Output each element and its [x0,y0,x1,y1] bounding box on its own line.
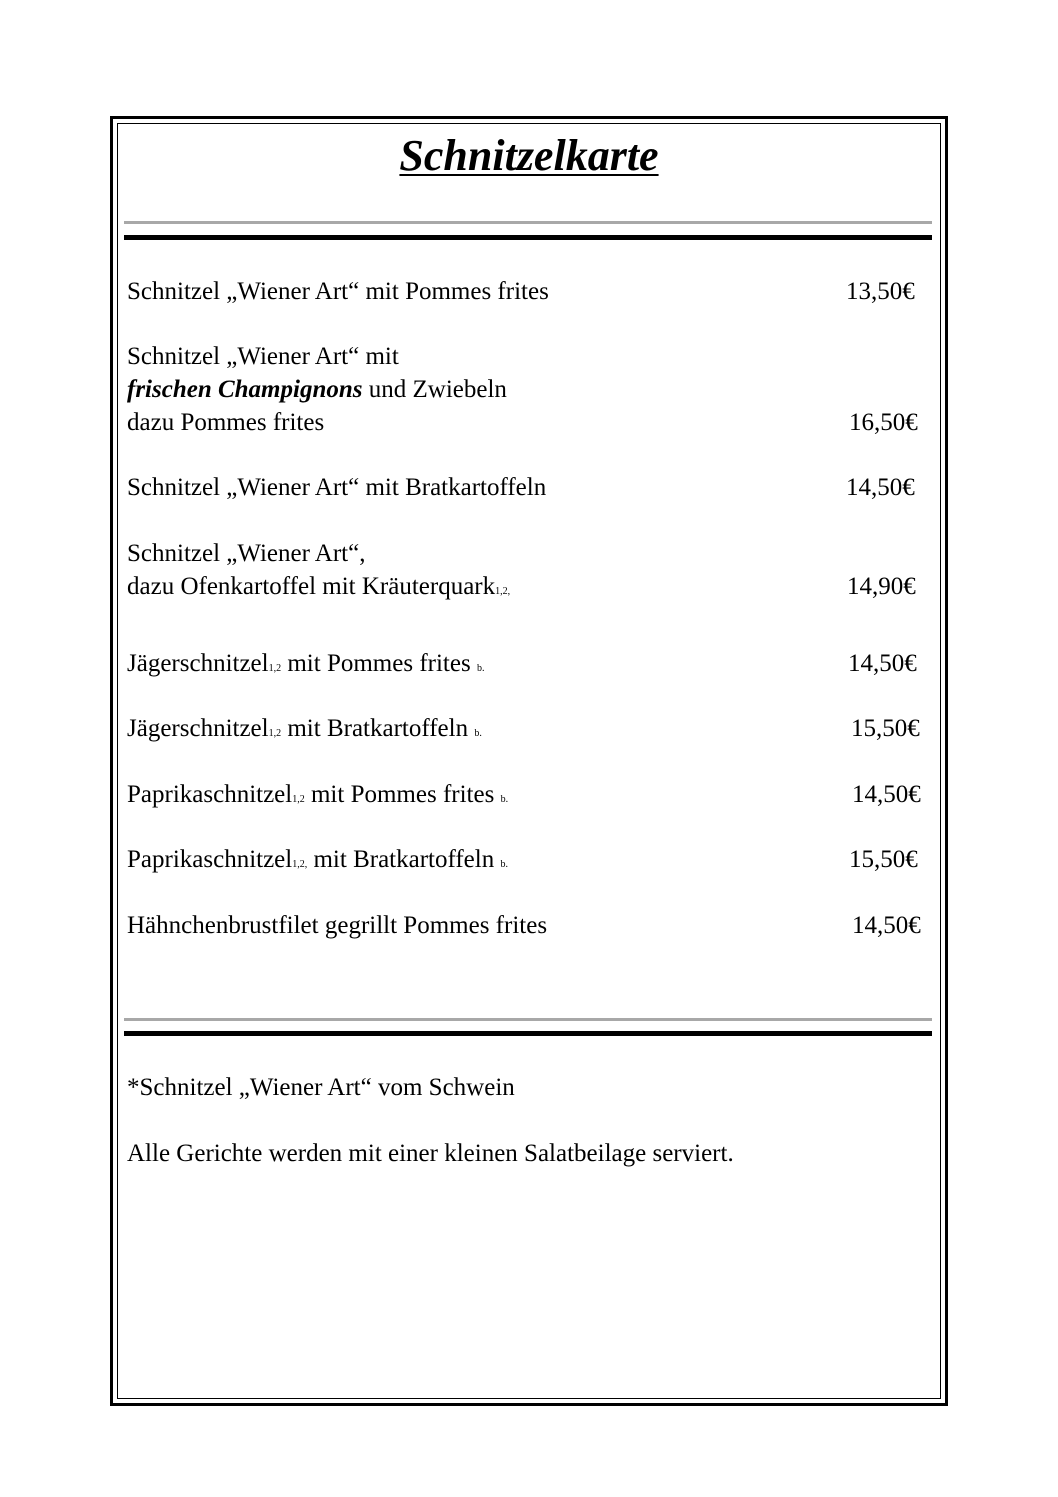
menu-item-9-price: 14,50€ [852,912,921,939]
divider-gray-bottom [124,1018,932,1021]
footnote-salad: Alle Gerichte werden mit einer kleinen Salatbeilage serviert. [127,1140,734,1167]
menu-item-4-line-2 [127,570,510,608]
menu-item-4-allergens: 1,2, [495,586,511,597]
menu-item-6-price: 15,50€ [851,715,920,742]
menu-item-2-line-1: Schnitzel „Wiener Art“ mit [127,343,399,370]
menu-item-4-price: 14,90€ [847,573,916,600]
menu-item-7-name: Paprikaschnitzel [127,781,293,808]
menu-item-3: Schnitzel „Wiener Art“ mit Bratkartoffeln [127,474,547,501]
menu-item-8-name: Paprikaschnitzel [127,846,293,873]
menu-item-6-name: Jägerschnitzel [127,715,269,742]
menu-item-5 [127,647,484,685]
divider-black-bottom [124,1031,932,1036]
menu-item-5-rest: mit Pommes frites [281,650,477,677]
menu-item-8-allergens: 1,2, [292,859,308,870]
menu-item-7-rest: mit Pommes frites [304,781,501,808]
menu-item-2-highlight: frischen Champignons [127,376,363,403]
menu-item-8-rest: mit Bratkartoffeln [307,846,501,873]
menu-item-3-price: 14,50€ [846,474,915,501]
menu-item-8-price: 15,50€ [849,846,918,873]
menu-item-9: Hähnchenbrustfilet gegrillt Pommes frites [127,912,548,939]
menu-item-2-price: 16,50€ [849,409,918,436]
menu-item-6-allergens: 1,2 [268,728,282,739]
menu-item-6-rest: mit Bratkartoffeln [281,715,475,742]
menu-item-6-note: b. [474,728,482,739]
menu-item-2-line-2-rest: und Zwiebeln [362,376,507,403]
menu-item-7 [127,778,508,816]
menu-item-7-price: 14,50€ [852,781,921,808]
divider-black-top [124,235,932,240]
menu-item-4-line-1: Schnitzel „Wiener Art“, [127,540,366,567]
menu-item-5-price: 14,50€ [848,650,917,677]
menu-item-1-price: 13,50€ [846,278,915,305]
menu-item-5-note: b. [476,663,485,674]
menu-item-5-name: Jägerschnitzel [127,650,269,677]
menu-item-7-note: b. [500,794,509,805]
menu-item-5-allergens: 1,2 [268,663,282,674]
footnote-pork: *Schnitzel „Wiener Art“ vom Schwein [127,1074,515,1101]
menu-title: Schnitzelkarte [399,131,659,180]
menu-frame-inner [117,123,941,1399]
menu-item-2-line-3: dazu Pommes frites [127,409,325,436]
menu-item-8 [127,843,508,881]
menu-item-8-note: b. [500,859,508,870]
menu-item-1: Schnitzel „Wiener Art“ mit Pommes frites [127,278,549,305]
divider-gray-top [124,221,932,224]
menu-item-7-allergens: 1,2 [292,794,305,805]
menu-item-2-line-2 [127,373,507,406]
menu-item-6 [127,712,482,750]
menu-item-4-line-2-text: dazu Ofenkartoffel mit Kräuterquark [127,573,496,600]
